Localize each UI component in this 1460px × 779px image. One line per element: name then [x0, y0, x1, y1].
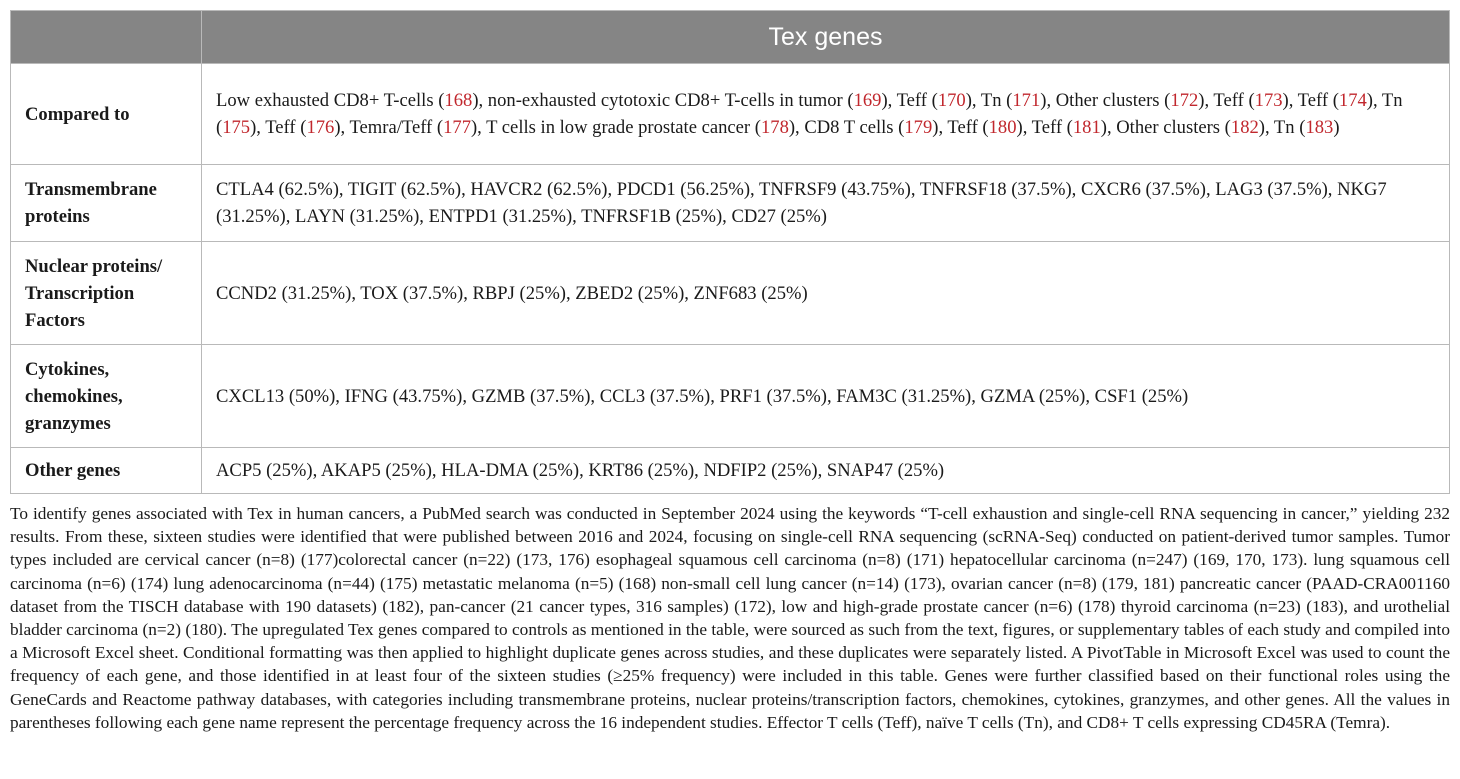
reference-link[interactable]: 174 — [1338, 90, 1367, 111]
table-row — [11, 345, 1450, 448]
row-gene-list — [202, 64, 1450, 165]
cell-text: ), Teff ( — [932, 117, 989, 138]
reference-link[interactable]: 179 — [904, 117, 933, 138]
cell-text: ), Teff ( — [250, 117, 307, 138]
cell-text: ), Tn ( — [965, 90, 1013, 111]
reference-link[interactable]: 176 — [306, 117, 335, 138]
cell-text: ), non-exhausted cytotoxic CD8+ T-cells in tumor ( — [472, 90, 854, 111]
reference-link[interactable]: 169 — [853, 90, 882, 111]
table-row — [11, 64, 1450, 165]
reference-link[interactable]: 170 — [937, 90, 966, 111]
cell-text: Low exhausted CD8+ T-cells ( — [216, 90, 445, 111]
cell-text: ), Tn ( — [216, 90, 1403, 138]
reference-link[interactable]: 178 — [760, 117, 789, 138]
reference-link[interactable]: 172 — [1170, 90, 1199, 111]
reference-link[interactable]: 177 — [443, 117, 471, 138]
reference-link[interactable]: 175 — [222, 117, 251, 138]
cell-text: ), Teff ( — [881, 90, 938, 111]
table-footnote: To identify genes associated with Tex in human cancers, a PubMed search was conducted in September 2024 using the keywords “T-cell exhaustion and single-cell RNA sequencing in cancer,” yielding 232 results. From these, sixteen studies were identified that were published between 2016 and 2024, focusing on single-cell RNA sequencing (scRNA-Seq) conducted on patient-derived tumor samples. Tumor types included are cervical cancer (n=8) (177)colorectal cancer (n=22) (173, 176) esophageal squamous cell carcinoma (n=8) (171) hepatocellular carcinoma (n=247) (169, 170, 173). lung squamous cell carcinoma (n=6) (174) lung adenocarcinoma (n=44) (175) metastatic melanoma (n=5) (168) non-small cell lung cancer (n=14) (173), ovarian cancer (n=8) (179, 181) pancreatic cancer (PAAD-CRA001160 dataset from the TISCH database with 190 datasets) (182), pan-cancer (21 cancer types, 316 samples) (172), low and high-grade prostate cancer (n=6) (178) thyroid carcinoma (n=23) (183), and urothelial bladder carcinoma (n=2) (180). The upregulated Tex genes compared to controls as mentioned in the table, were sourced as such from the text, figures, or supplementary tables of each study and compiled into a Microsoft Excel sheet. Conditional formatting was then applied to highlight duplicate genes across studies, and these duplicates were separately listed. A PivotTable in Microsoft Excel was used to count the frequency of each gene, and those identified in at least four of the sixteen studies (≥25% frequency) were included in this table. Genes were further classified based on their functional roles using the GeneCards and Reactome pathway databases, with categories including transmembrane proteins, nuclear proteins/transcription factors, chemokines, cytokines, granzymes, and other genes. All the values in parentheses following each gene name represent the percentage frequency across the 16 independent studies. Effector T cells (Teff), naïve T cells (Tn), and CD8+ T cells expressing CD45RA (Temra). — [10, 504, 1450, 732]
cell-text: ), Teff ( — [1198, 90, 1255, 111]
cell-text: ), CD8 T cells ( — [788, 117, 905, 138]
reference-link[interactable]: 171 — [1012, 90, 1041, 111]
row-category-label: Compared to — [11, 64, 202, 165]
cell-text: CCND2 (31.25%), TOX (37.5%), RBPJ (25%), ZBED2 (25%), ZNF683 (25%) — [216, 282, 808, 304]
table-header-row — [11, 11, 1450, 64]
row-category-label: Transmembrane proteins — [11, 165, 202, 242]
row-gene-list — [202, 242, 1450, 345]
row-gene-list — [202, 165, 1450, 242]
table-row — [11, 448, 1450, 494]
cell-text: ), Other clusters ( — [1040, 90, 1171, 111]
reference-link[interactable]: 181 — [1072, 117, 1101, 138]
cell-text: ), Temra/Teff ( — [334, 117, 444, 138]
reference-link[interactable]: 180 — [988, 117, 1017, 138]
cell-text: ACP5 (25%), AKAP5 (25%), HLA-DMA (25%), KRT86 (25%), NDFIP2 (25%), SNAP47 (25%) — [216, 460, 945, 481]
cell-text: CXCL13 (50%), IFNG (43.75%), GZMB (37.5%), CCL3 (37.5%), PRF1 (37.5%), FAM3C (31.25%), GZMA (25%), CSF1 (25%) — [216, 385, 1189, 407]
reference-link[interactable]: 182 — [1230, 117, 1259, 138]
reference-link[interactable]: 183 — [1305, 117, 1334, 138]
cell-text: CTLA4 (62.5%), TIGIT (62.5%), HAVCR2 (62.5%), PDCD1 (56.25%), TNFRSF9 (43.75%), TNFRSF18 (37.5%), CXCR6 (37.5%), LAG3 (37.5%), NKG7 (31.25%), LAYN (31.25%), ENTPD1 (31.25%), TNFRSF1B (25%), CD27 (25%) — [216, 179, 1387, 227]
row-gene-list — [202, 448, 1450, 494]
table-row — [11, 242, 1450, 345]
row-category-label: Nuclear proteins/ Transcription Factors — [11, 242, 202, 345]
row-gene-list — [202, 345, 1450, 448]
table-row — [11, 165, 1450, 242]
header-corner-cell — [11, 11, 202, 64]
reference-link[interactable]: 173 — [1254, 90, 1283, 111]
cell-text: ), Teff ( — [1016, 117, 1073, 138]
cell-text: ), Other clusters ( — [1100, 117, 1231, 138]
row-category-label: Cytokines, chemokines, granzymes — [11, 345, 202, 448]
cell-text: ) — [1333, 117, 1340, 138]
row-category-label: Other genes — [11, 448, 202, 494]
table-title: Tex genes — [202, 11, 1450, 64]
reference-link[interactable]: 168 — [444, 90, 473, 111]
cell-text: ), Teff ( — [1282, 90, 1339, 111]
cell-text: ), T cells in low grade prostate cancer ( — [470, 117, 761, 138]
cell-text: ), Tn ( — [1258, 117, 1306, 138]
tex-genes-table — [10, 10, 1450, 494]
